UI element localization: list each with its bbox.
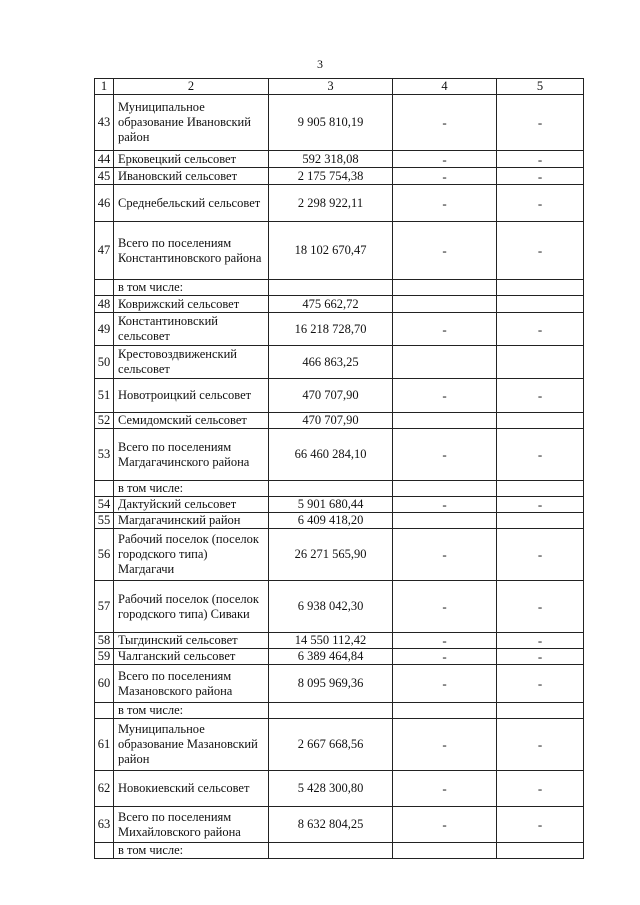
table-row — [95, 151, 584, 168]
table-row — [95, 168, 584, 185]
row-col-4: - — [393, 649, 497, 665]
table-row — [95, 313, 584, 346]
header-col-4: 4 — [393, 79, 497, 95]
row-col-4: - — [393, 529, 497, 581]
table-row — [95, 581, 584, 633]
row-amount: 9 905 810,19 — [269, 95, 393, 151]
row-amount: 6 409 418,20 — [269, 513, 393, 529]
row-amount — [269, 481, 393, 497]
row-number: 56 — [95, 529, 114, 581]
row-col-4 — [393, 413, 497, 429]
row-col-4 — [393, 843, 497, 859]
row-col-5 — [497, 296, 584, 313]
row-col-4: - — [393, 581, 497, 633]
row-amount: 14 550 112,42 — [269, 633, 393, 649]
row-col-4: - — [393, 497, 497, 513]
row-name: Семидомский сельсовет — [114, 413, 269, 429]
row-name: в том числе: — [114, 703, 269, 719]
row-col-4: - — [393, 807, 497, 843]
table-row — [95, 497, 584, 513]
table-row — [95, 649, 584, 665]
table-row — [95, 703, 584, 719]
row-name: Чалганский сельсовет — [114, 649, 269, 665]
row-number — [95, 703, 114, 719]
table-row — [95, 719, 584, 771]
table-row — [95, 379, 584, 413]
row-number: 58 — [95, 633, 114, 649]
table-row — [95, 807, 584, 843]
row-number: 61 — [95, 719, 114, 771]
row-amount: 2 175 754,38 — [269, 168, 393, 185]
row-number: 54 — [95, 497, 114, 513]
row-name: Всего по поселениям Мазановского района — [114, 665, 269, 703]
row-col-5 — [497, 703, 584, 719]
row-number: 57 — [95, 581, 114, 633]
row-col-5: - — [497, 222, 584, 280]
row-amount: 6 389 464,84 — [269, 649, 393, 665]
budget-table — [94, 78, 584, 859]
table-row — [95, 296, 584, 313]
row-name: Ерковецкий сельсовет — [114, 151, 269, 168]
row-col-4 — [393, 346, 497, 379]
row-number — [95, 481, 114, 497]
row-amount: 18 102 670,47 — [269, 222, 393, 280]
row-name: Новокиевский сельсовет — [114, 771, 269, 807]
row-number — [95, 843, 114, 859]
row-number — [95, 280, 114, 296]
row-number: 53 — [95, 429, 114, 481]
row-col-5 — [497, 346, 584, 379]
row-number: 48 — [95, 296, 114, 313]
row-amount: 66 460 284,10 — [269, 429, 393, 481]
row-name: в том числе: — [114, 843, 269, 859]
header-col-3: 3 — [269, 79, 393, 95]
table-row — [95, 429, 584, 481]
row-col-5: - — [497, 665, 584, 703]
table-row — [95, 346, 584, 379]
row-col-4: - — [393, 719, 497, 771]
row-name: Среднебельский сельсовет — [114, 185, 269, 222]
row-name: Муниципальное образование Ивановский район — [114, 95, 269, 151]
row-col-5 — [497, 413, 584, 429]
table-row — [95, 481, 584, 497]
row-name: Тыгдинский сельсовет — [114, 633, 269, 649]
row-col-5: - — [497, 719, 584, 771]
table-row — [95, 222, 584, 280]
row-number: 60 — [95, 665, 114, 703]
table-row — [95, 413, 584, 429]
row-number: 62 — [95, 771, 114, 807]
row-col-5 — [497, 481, 584, 497]
row-name: Константиновский сельсовет — [114, 313, 269, 346]
table-row — [95, 529, 584, 581]
table-row — [95, 95, 584, 151]
row-name: Всего по поселениям Константиновского района — [114, 222, 269, 280]
row-name: Ивановский сельсовет — [114, 168, 269, 185]
row-col-5: - — [497, 771, 584, 807]
row-col-4: - — [393, 379, 497, 413]
row-amount: 6 938 042,30 — [269, 581, 393, 633]
table-row — [95, 843, 584, 859]
row-col-5: - — [497, 168, 584, 185]
header-col-1: 1 — [95, 79, 114, 95]
row-col-5: - — [497, 529, 584, 581]
row-number: 50 — [95, 346, 114, 379]
row-col-4 — [393, 280, 497, 296]
row-number: 55 — [95, 513, 114, 529]
row-col-5 — [497, 843, 584, 859]
row-name: в том числе: — [114, 280, 269, 296]
row-amount — [269, 280, 393, 296]
row-name: Муниципальное образование Мазановский район — [114, 719, 269, 771]
row-name: Коврижский сельсовет — [114, 296, 269, 313]
row-col-5: - — [497, 429, 584, 481]
row-name: Дактуйский сельсовет — [114, 497, 269, 513]
row-col-5: - — [497, 807, 584, 843]
row-amount: 2 667 668,56 — [269, 719, 393, 771]
row-name: Новотроицкий сельсовет — [114, 379, 269, 413]
table-row — [95, 513, 584, 529]
row-name: Рабочий поселок (поселок городского типа) Магдагачи — [114, 529, 269, 581]
row-amount — [269, 843, 393, 859]
row-amount: 5 901 680,44 — [269, 497, 393, 513]
row-number: 44 — [95, 151, 114, 168]
table-row — [95, 280, 584, 296]
row-name: Всего по поселениям Магдагачинского района — [114, 429, 269, 481]
row-col-5: - — [497, 95, 584, 151]
row-col-4: - — [393, 313, 497, 346]
row-col-4 — [393, 513, 497, 529]
row-amount: 466 863,25 — [269, 346, 393, 379]
row-col-4: - — [393, 771, 497, 807]
row-col-4 — [393, 296, 497, 313]
row-amount: 8 095 969,36 — [269, 665, 393, 703]
row-name: Крестовоздвиженский сельсовет — [114, 346, 269, 379]
row-col-4: - — [393, 95, 497, 151]
row-col-5 — [497, 280, 584, 296]
row-col-5 — [497, 513, 584, 529]
row-col-5: - — [497, 313, 584, 346]
row-number: 59 — [95, 649, 114, 665]
row-number: 45 — [95, 168, 114, 185]
row-col-5: - — [497, 649, 584, 665]
header-col-2: 2 — [114, 79, 269, 95]
table-row — [95, 633, 584, 649]
row-number: 52 — [95, 413, 114, 429]
row-number: 51 — [95, 379, 114, 413]
table-row — [95, 771, 584, 807]
header-col-5: 5 — [497, 79, 584, 95]
row-amount: 8 632 804,25 — [269, 807, 393, 843]
row-number: 43 — [95, 95, 114, 151]
row-col-4: - — [393, 185, 497, 222]
row-col-4: - — [393, 633, 497, 649]
table-header-row — [95, 79, 584, 95]
row-col-5: - — [497, 151, 584, 168]
row-number: 47 — [95, 222, 114, 280]
row-number: 63 — [95, 807, 114, 843]
row-col-5: - — [497, 185, 584, 222]
row-amount — [269, 703, 393, 719]
row-amount: 16 218 728,70 — [269, 313, 393, 346]
row-col-5: - — [497, 497, 584, 513]
row-name: Магдагачинский район — [114, 513, 269, 529]
row-amount: 475 662,72 — [269, 296, 393, 313]
table-row — [95, 665, 584, 703]
row-col-4 — [393, 703, 497, 719]
row-col-4: - — [393, 665, 497, 703]
table-row — [95, 185, 584, 222]
row-amount: 592 318,08 — [269, 151, 393, 168]
row-number: 46 — [95, 185, 114, 222]
row-col-4: - — [393, 429, 497, 481]
row-name: Рабочий поселок (поселок городского типа) Сиваки — [114, 581, 269, 633]
row-amount: 470 707,90 — [269, 379, 393, 413]
row-col-4: - — [393, 168, 497, 185]
row-col-5: - — [497, 633, 584, 649]
row-name: Всего по поселениям Михайловского района — [114, 807, 269, 843]
row-col-4 — [393, 481, 497, 497]
row-col-5: - — [497, 379, 584, 413]
row-amount: 5 428 300,80 — [269, 771, 393, 807]
row-col-4: - — [393, 222, 497, 280]
page-number: 3 — [317, 57, 323, 71]
row-amount: 26 271 565,90 — [269, 529, 393, 581]
row-col-4: - — [393, 151, 497, 168]
row-number: 49 — [95, 313, 114, 346]
row-amount: 470 707,90 — [269, 413, 393, 429]
row-amount: 2 298 922,11 — [269, 185, 393, 222]
row-col-5: - — [497, 581, 584, 633]
row-name: в том числе: — [114, 481, 269, 497]
